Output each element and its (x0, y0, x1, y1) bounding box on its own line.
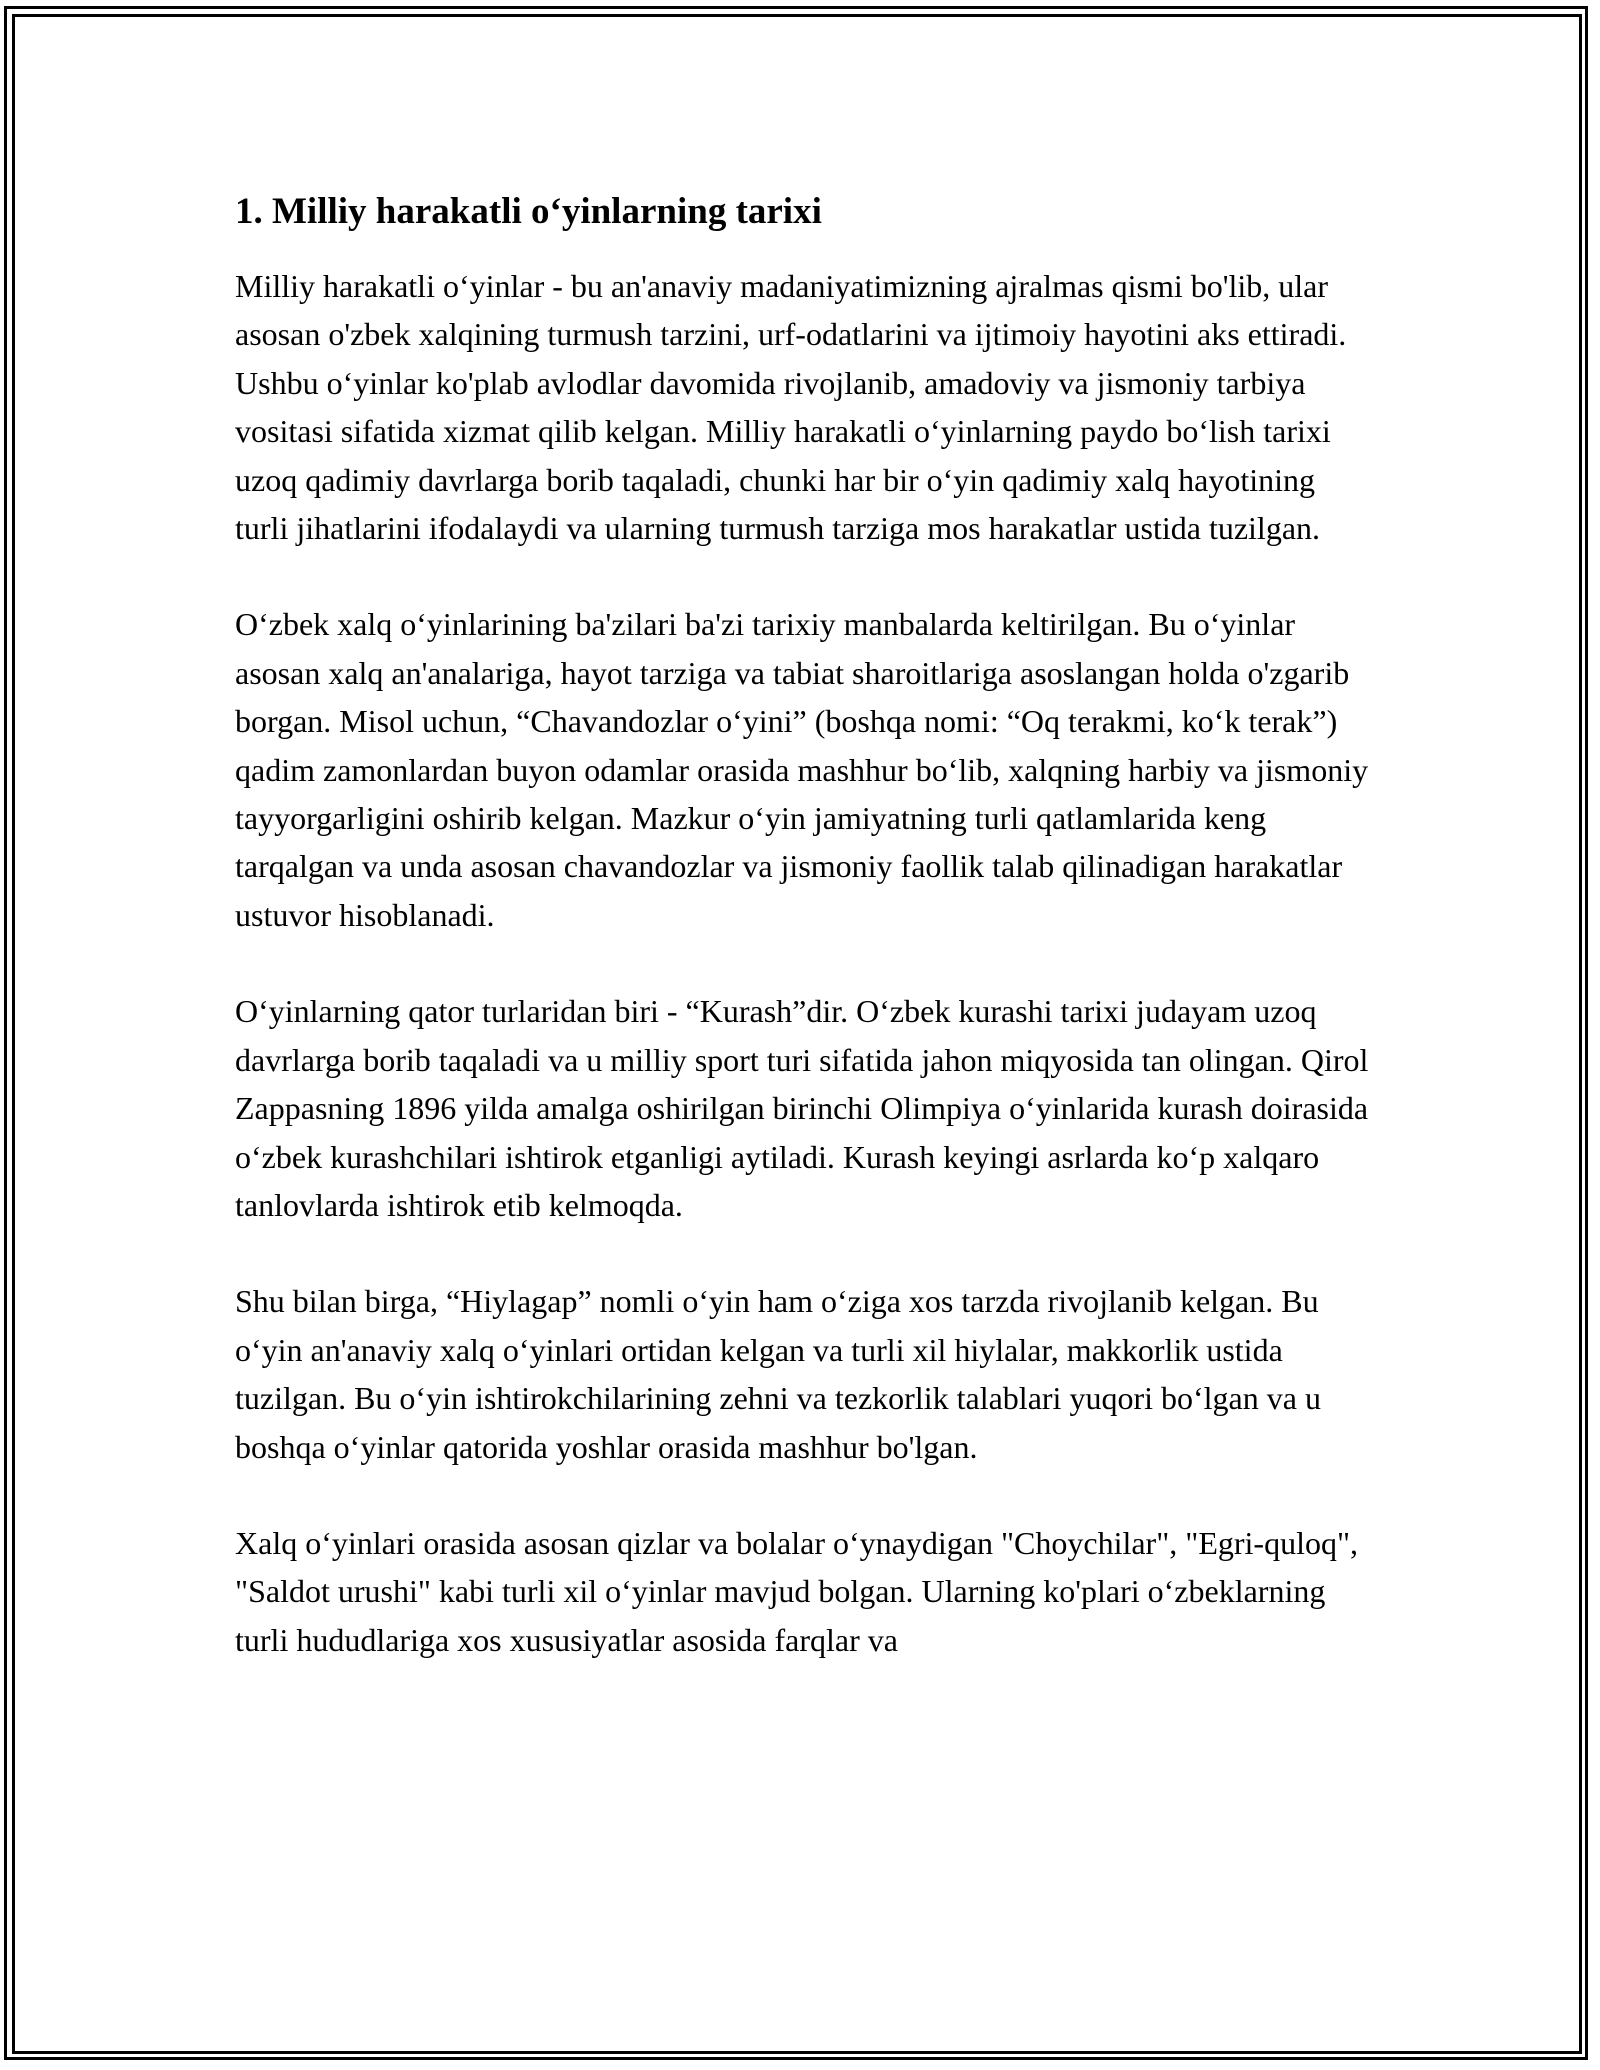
paragraph-3: O‘yinlarning qator turlaridan biri - “Kurash”dir. O‘zbek kurashi tarixi judayam uzoq davrlarga borib taqaladi va u milliy sport turi sifatida jahon miqyosida tan olingan. Qirol Zappasning 1896 yilda amalga oshirilgan birinchi Olimpiya o‘yinlarida kurash doirasida o‘zbek kurashchilari ishtirok etganligi aytiladi. Kurash keyingi asrlarda ko‘p xalqaro tanlovlarda ishtirok etib kelmoqda. (235, 993, 1369, 1223)
paragraph-5: Xalq o‘yinlari orasida asosan qizlar va bolalar o‘ynaydigan "Choychilar", "Egri-quloq", "Saldot urushi" kabi turli xil o‘yinlar mavjud bolgan. Ularning ko'plari o‘zbeklarning turli hududlariga xos xususiyatlar asosida farqlar va (235, 1524, 1359, 1658)
section-heading: 1. Milliy harakatli o‘yinlarning tarixi (235, 191, 822, 232)
document-body (235, 188, 1375, 1712)
paragraph-2: O‘zbek xalq o‘yinlarining ba'zilari ba'zi tarixiy manbalarda keltirilgan. Bu o‘yinlar asosan xalq an'analariga, hayot tarziga va tabiat sharoitlariga asoslangan holda o'zgarib borgan. Misol uchun, “Chavandozlar o‘yini” (boshqa nomi: “Oq terakmi, ko‘k terak”) qadim zamonlardan buyon odamlar orasida mashhur bo‘lib, xalqning harbiy va jismoniy tayyorgarligini oshirib kelgan. Mazkur o‘yin jamiyatning turli qatlamlarida keng tarqalgan va unda asosan chavandozlar va jismoniy faollik talab qilinadigan harakatlar ustuvor hisoblanadi. (235, 606, 1369, 933)
paragraph-1: Milliy harakatli o‘yinlar - bu an'anaviy madaniyatimizning ajralmas qismi bo'lib, ular asosan o'zbek xalqining turmush tarzini, urf-odatlarini va ijtimoiy hayotini aks ettiradi. Ushbu o‘yinlar ko'plab avlodlar davomida rivojlanib, amadoviy va jismoniy tarbiya vositasi sifatida xizmat qilib kelgan. Milliy harakatli o‘yinlarning paydo bo‘lish tarixi uzoq qadimiy davrlarga borib taqaladi, chunki har bir o‘yin qadimiy xalq hayotining turli jihatlarini ifodalaydi va ularning turmush tarziga mos harakatlar ustida tuzilgan. (235, 268, 1347, 547)
paragraph-4: Shu bilan birga, “Hiylagap” nomli o‘yin ham o‘ziga xos tarzda rivojlanib kelgan. Bu o‘yin an'anaviy xalq o‘yinlari ortidan kelgan va turli xil hiylalar, makkorlik ustida tuzilgan. Bu o‘yin ishtirokchilarining zehni va tezkorlik talablari yuqori bo‘lgan va u boshqa o‘yinlar qatorida yoshlar orasida mashhur bo'lgan. (235, 1283, 1321, 1465)
